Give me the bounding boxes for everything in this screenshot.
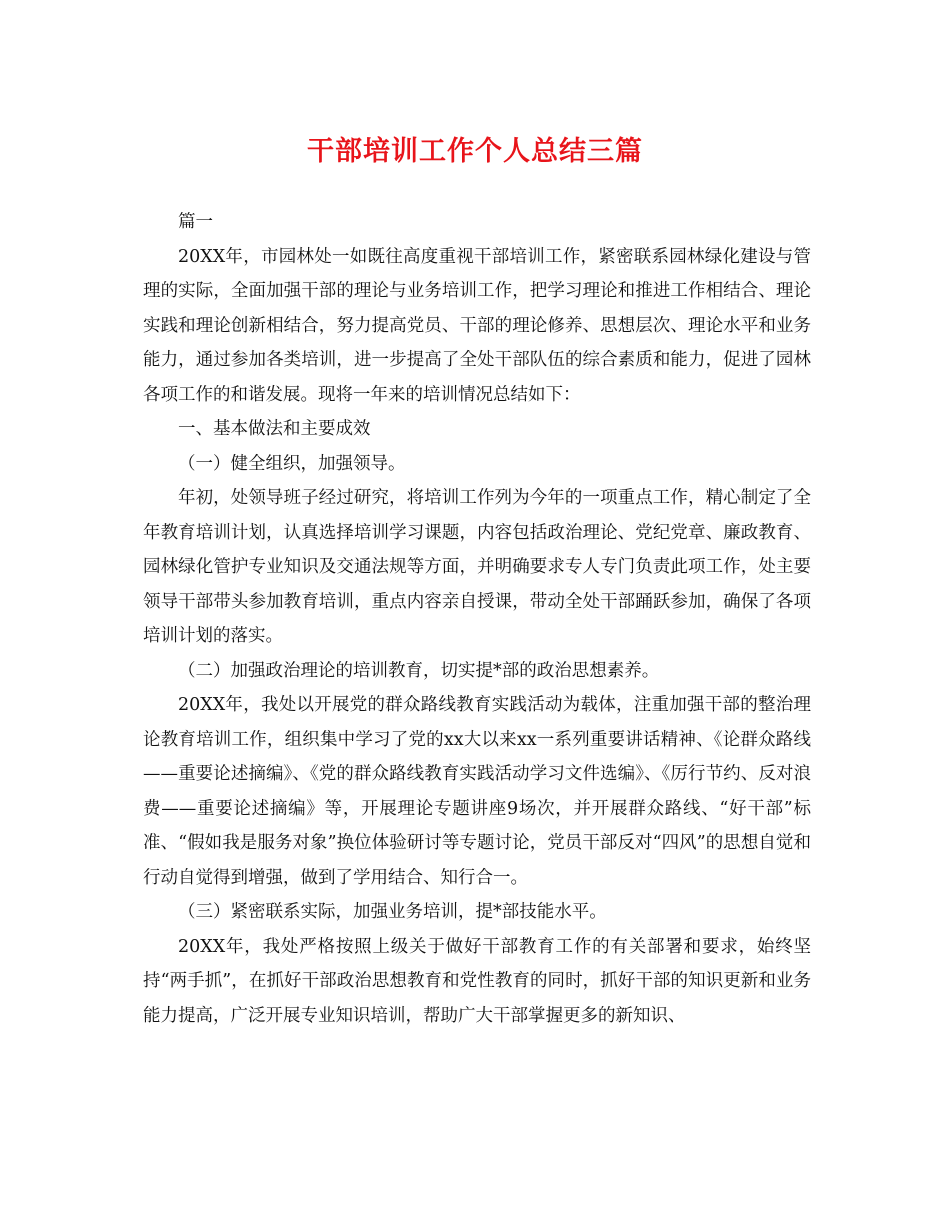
document-body [143, 205, 811, 1033]
document-title: 干部培训工作个人总结三篇 [307, 136, 643, 167]
body-paragraph: 20XX年，我处严格按照上级关于做好干部教育工作的有关部署和要求，始终坚持“两手抓”，在抓好干部政治思想教育和党性教育的同时，抓好干部的知识更新和业务能力提高，广泛开展专业知识培训，帮助广大干部掌握更多的新知识、 [143, 936, 811, 1026]
body-paragraph: 20XX年，市园林处一如既往高度重视干部培训工作，紧密联系园林绿化建设与管理的实际，全面加强干部的理论与业务培训工作，把学习理论和推进工作相结合、理论实践和理论创新相结合，努力提高党员、干部的理论修养、思想层次、理论水平和业务能力，通过参加各类培训，进一步提高了全处干部队伍的综合素质和能力，促进了园林各项工作的和谐发展。现将一年来的培训情况总结如下： [143, 246, 811, 405]
subsection-heading: （二）加强政治理论的培训教育，切实提*部的政治思想素养。 [178, 660, 660, 681]
subsection-heading: （三）紧密联系实际，加强业务培训，提*部技能水平。 [178, 902, 607, 922]
section-heading: 一、基本做法和主要成效 [178, 419, 371, 439]
body-paragraph: 20XX年，我处以开展党的群众路线教育实践活动为载体，注重加强干部的整治理论教育培训工作，组织集中学习了党的xx大以来xx一系列重要讲话精神、《论群众路线——重要论述摘编》、《党的群众路线教育实践活动学习文件选编》、《厉行节约、反对浪费——重要论述摘编》等，开展理论专题讲座9场次，并开展群众路线、“好干部”标准、“假如我是服务对象”换位体验研讨等专题讨论，党员干部反对“四风”的思想自觉和行动自觉得到增强，做到了学用结合、知行合一。 [143, 695, 811, 888]
subsection-heading: （一）健全组织，加强领导。 [178, 453, 406, 474]
section-heading: 篇一 [178, 212, 213, 232]
body-paragraph: 年初，处领导班子经过研究，将培训工作列为今年的一项重点工作，精心制定了全年教育培训计划，认真选择培训学习课题，内容包括政治理论、党纪党章、廉政教育、园林绿化管护专业知识及交通法规等方面，并明确要求专人专门负责此项工作，处主要领导干部带头参加教育培训，重点内容亲自授课，带动全处干部踊跃参加，确保了各项培训计划的落实。 [143, 488, 811, 646]
